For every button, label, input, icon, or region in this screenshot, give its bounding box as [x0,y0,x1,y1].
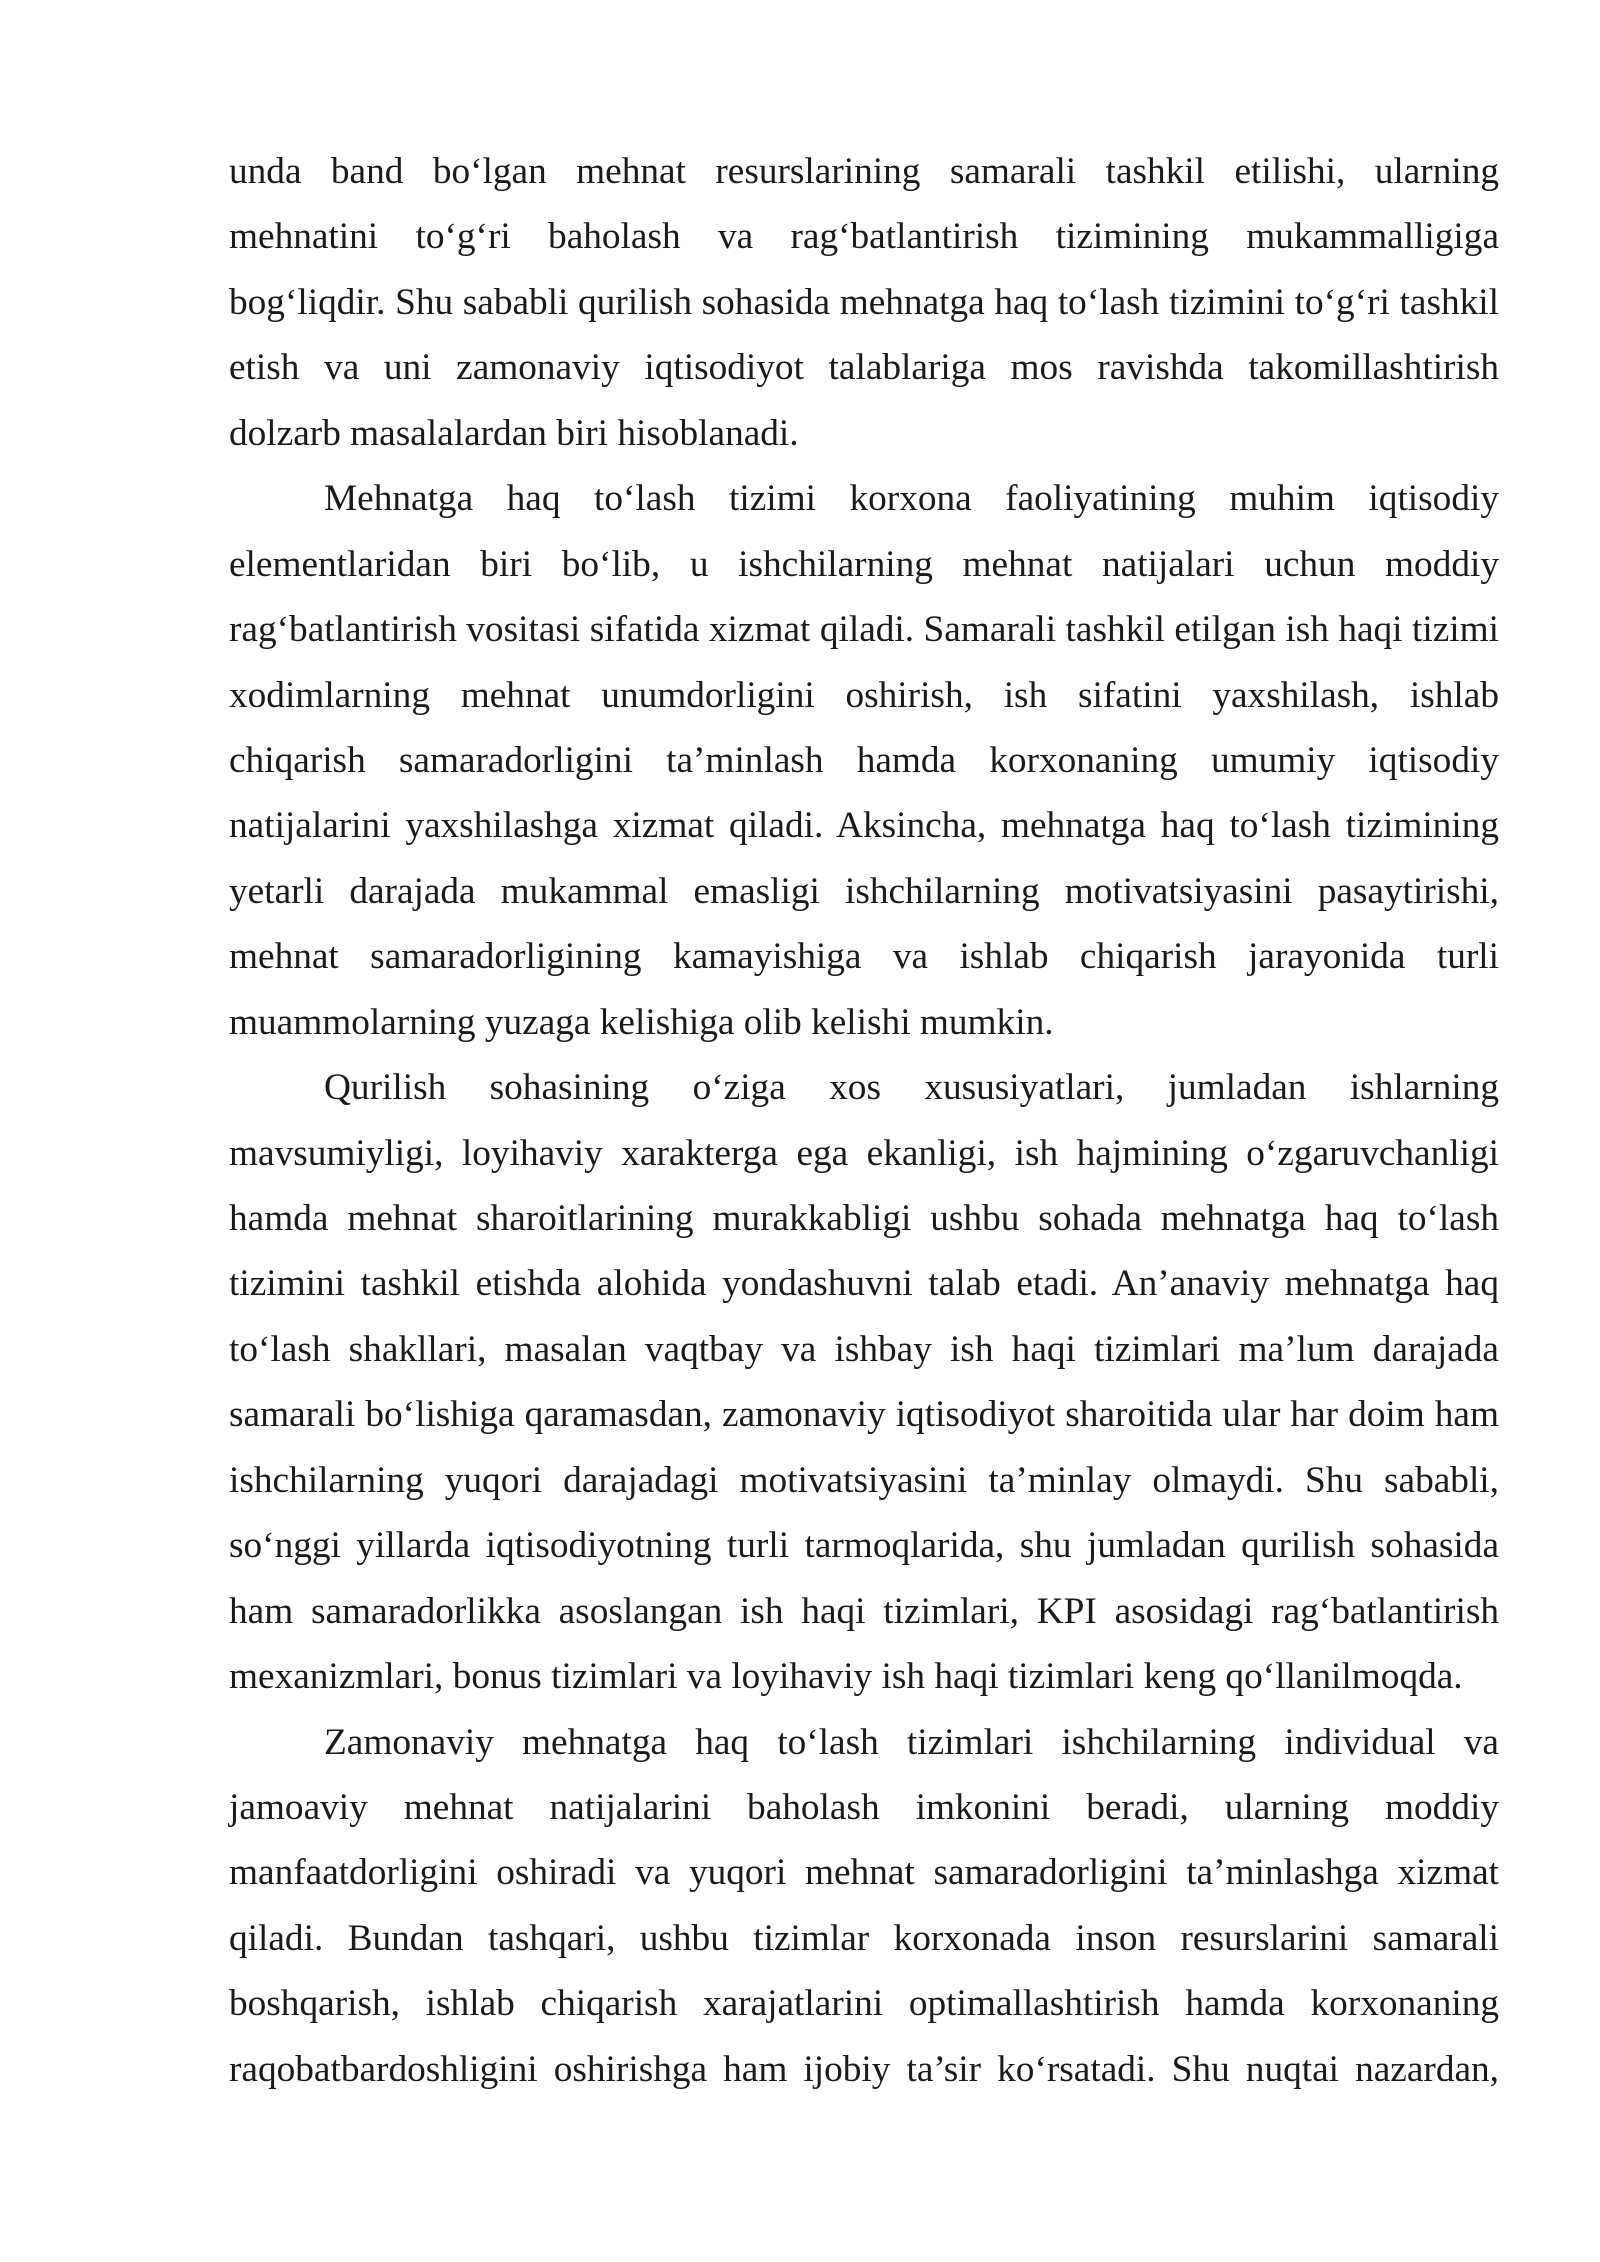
text-line: samarali bo‘lishiga qaramasdan, zamonaviy iqtisodiyot sharoitida ular har doim ham [229,1394,1499,1436]
paragraph-1 [229,139,1499,466]
text-line: bog‘liqdir. Shu sababli qurilish sohasida mehnatga haq to‘lash tizimini to‘g‘ri tashkil [229,281,1499,323]
text-line: mavsumiyligi, loyihaviy xarakterga ega ekanligi, ish hajmining o‘zgaruvchanligi [229,1132,1499,1174]
text-line: raqobatbardoshligini oshirishga ham ijobiy ta’sir ko‘rsatadi. Shu nuqtai nazardan, [229,2048,1499,2090]
text-line: ham samaradorlikka asoslangan ish haqi tizimlari, KPI asosidagi rag‘batlantirish [229,1590,1499,1632]
text-line: rag‘batlantirish vositasi sifatida xizmat qiladi. Samarali tashkil etilgan ish haqi tizimi [229,609,1499,651]
text-line: so‘nggi yillarda iqtisodiyotning turli tarmoqlarida, shu jumladan qurilish sohasida [229,1525,1499,1567]
paragraph-2 [229,466,1499,1055]
text-line: mexanizmlari, bonus tizimlari va loyihaviy ish haqi tizimlari keng qo‘llanilmoqda. [229,1656,1463,1698]
text-line: elementlaridan biri bo‘lib, u ishchilarning mehnat natijalari uchun moddiy [229,543,1499,585]
text-line: chiqarish samaradorligini ta’minlash hamda korxonaning umumiy iqtisodiy [229,739,1499,781]
text-line: qiladi. Bundan tashqari, ushbu tizimlar korxonada inson resurslarini samarali [229,1917,1499,1959]
text-line: jamoaviy mehnat natijalarini baholash imkonini beradi, ularning moddiy [229,1786,1499,1828]
document-body [229,139,1499,2102]
text-line: Mehnatga haq to‘lash tizimi korxona faoliyatining muhim iqtisodiy [324,478,1499,520]
text-line: Zamonaviy mehnatga haq to‘lash tizimlari ishchilarning individual va [324,1721,1499,1763]
text-line: xodimlarning mehnat unumdorligini oshirish, ish sifatini yaxshilash, ishlab [229,674,1499,716]
text-line: dolzarb masalalardan biri hisoblanadi. [229,412,799,454]
text-line: manfaatdorligini oshiradi va yuqori mehnat samaradorligini ta’minlashga xizmat [229,1852,1499,1894]
paragraph-3 [229,1055,1499,1709]
text-line: yetarli darajada mukammal emasligi ishchilarning motivatsiyasini pasaytirishi, [229,870,1499,912]
text-line: ishchilarning yuqori darajadagi motivatsiyasini ta’minlay olmaydi. Shu sababli, [229,1459,1499,1501]
text-line: unda band bo‘lgan mehnat resurslarining samarali tashkil etilishi, ularning [229,151,1499,192]
text-line: hamda mehnat sharoitlarining murakkabligi ushbu sohada mehnatga haq to‘lash [229,1198,1499,1239]
text-line: Qurilish sohasining o‘ziga xos xususiyatlari, jumladan ishlarning [324,1067,1499,1109]
text-line: etish va uni zamonaviy iqtisodiyot talablariga mos ravishda takomillashtirish [229,347,1499,389]
text-line: tizimini tashkil etishda alohida yondashuvni talab etadi. An’anaviy mehnatga haq [229,1263,1499,1305]
text-line: mehnatini to‘g‘ri baholash va rag‘batlantirish tizimining mukammalligiga [229,216,1499,258]
text-line: to‘lash shakllari, masalan vaqtbay va ishbay ish haqi tizimlari ma’lum darajada [229,1328,1499,1370]
text-line: mehnat samaradorligining kamayishiga va ishlab chiqarish jarayonida turli [229,936,1499,978]
text-line: boshqarish, ishlab chiqarish xarajatlarini optimallashtirish hamda korxonaning [229,1983,1499,2025]
text-line: muammolarning yuzaga kelishiga olib kelishi mumkin. [229,1001,1054,1043]
paragraph-4 [229,1710,1499,2103]
text-line: natijalarini yaxshilashga xizmat qiladi. Aksincha, mehnatga haq to‘lash tizimining [229,805,1499,847]
